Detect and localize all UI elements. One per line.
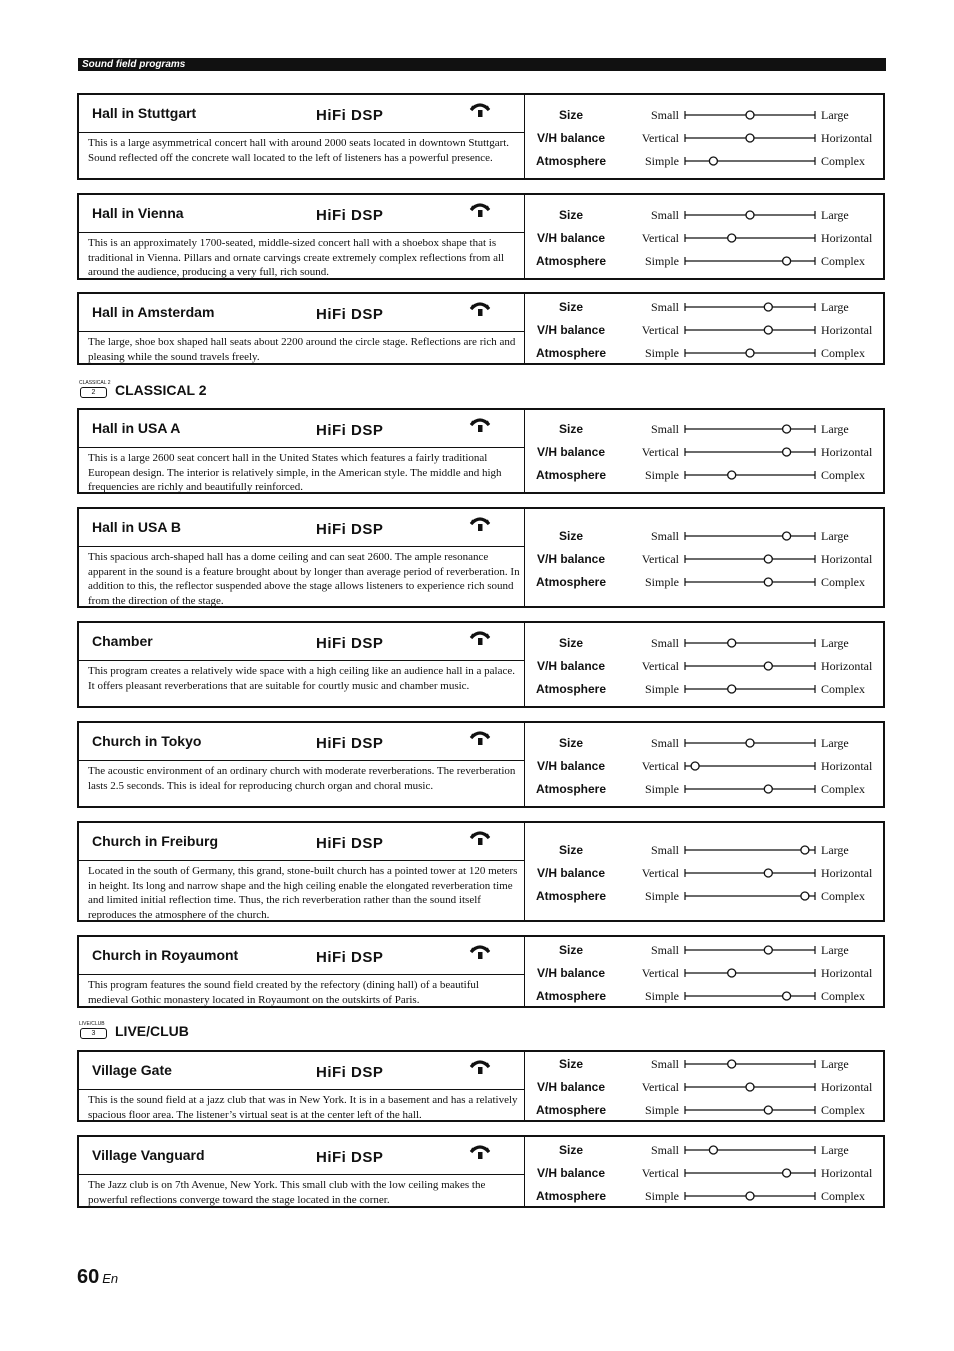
size-slider-graphic — [683, 298, 817, 316]
program-description: This is an approximately 1700-seated, middle-sized concert hall with a shoebox shape that is traditional in Vienna. Pillars and ornate carvings create extremely complex reflections from all around the audience, producing a very full, rich sound. — [88, 237, 505, 279]
param-size — [525, 1055, 885, 1073]
param-atmosphere — [525, 152, 885, 170]
program-info — [79, 1052, 525, 1120]
slider-marker — [709, 157, 717, 165]
slider-marker — [764, 578, 772, 586]
param-name: Atmosphere — [535, 782, 606, 796]
size-slider-graphic — [683, 941, 817, 959]
param-low-label: Small — [650, 636, 679, 650]
param-high-label: Complex — [821, 989, 865, 1003]
param-name: V/H balance — [536, 966, 606, 980]
slider-marker — [728, 1060, 736, 1068]
program-title-row — [79, 95, 524, 133]
slider-marker — [783, 532, 791, 540]
atmosphere-slider-graphic — [683, 1187, 817, 1205]
param-name: V/H balance — [536, 323, 606, 337]
program-description: This is the sound field at a jazz club that was in New York. It is in a basement and has a relatively spacious floor area. The listener’s virtual seat is at the center left of the hall. — [88, 1094, 518, 1121]
param-low-label: Simple — [644, 468, 679, 482]
param-vh — [525, 229, 885, 247]
param-name: Atmosphere — [535, 468, 606, 482]
param-low-label: Simple — [644, 154, 679, 168]
program-parameters — [525, 509, 883, 606]
param-name: Atmosphere — [535, 682, 606, 696]
program-title-row — [79, 723, 524, 761]
param-name: V/H balance — [536, 659, 606, 673]
param-low-label: Vertical — [641, 866, 679, 880]
slider-marker — [691, 762, 699, 770]
vh-slider-graphic — [683, 657, 817, 675]
param-atmosphere — [525, 252, 885, 270]
speaker-dsp-icon — [469, 415, 491, 437]
program-title-row — [79, 1052, 524, 1090]
category-icon-number: 2 — [80, 387, 107, 398]
program-panel — [77, 1135, 885, 1208]
vh-slider-graphic — [683, 550, 817, 568]
param-high-label: Large — [821, 529, 849, 543]
param-high-label: Complex — [821, 254, 865, 268]
program-title: Hall in Vienna — [92, 205, 184, 221]
program-parameters — [525, 95, 883, 178]
param-atmosphere — [525, 887, 885, 905]
param-high-label: Complex — [821, 682, 865, 696]
category-icon-caption: LIVE/CLUB — [79, 1021, 105, 1027]
program-title: Chamber — [92, 633, 153, 649]
param-vh — [525, 443, 885, 461]
size-slider-graphic — [683, 1141, 817, 1159]
param-low-label: Small — [650, 736, 679, 750]
hifi-dsp-badge: HiFi DSP — [316, 835, 384, 852]
param-low-label: Simple — [644, 782, 679, 796]
program-title-row — [79, 410, 524, 448]
param-low-label: Small — [650, 208, 679, 222]
slider-marker — [746, 1192, 754, 1200]
param-high-label: Complex — [821, 154, 865, 168]
size-slider-graphic — [683, 106, 817, 124]
param-name: Size — [558, 1057, 583, 1071]
page-number: 60 — [77, 1266, 100, 1288]
param-vh — [525, 1164, 885, 1182]
param-low-label: Simple — [644, 682, 679, 696]
param-high-label: Complex — [821, 575, 865, 589]
vh-slider-graphic — [683, 443, 817, 461]
program-info — [79, 937, 525, 1006]
slider-marker — [746, 211, 754, 219]
hifi-dsp-badge: HiFi DSP — [316, 422, 384, 439]
param-high-label: Complex — [821, 782, 865, 796]
slider-marker — [728, 234, 736, 242]
slider-marker — [764, 946, 772, 954]
program-parameters — [525, 1137, 883, 1206]
param-high-label: Large — [821, 843, 849, 857]
section-header-bar — [78, 58, 886, 71]
param-high-label: Large — [821, 943, 849, 957]
program-description: The acoustic environment of an ordinary church with moderate reverberations. The reverberation lasts 2.5 seconds. This is ideal for reproducing church organ and choral music. — [88, 765, 516, 792]
slider-marker — [764, 555, 772, 563]
atmosphere-slider-graphic — [683, 780, 817, 798]
param-low-label: Simple — [644, 346, 679, 360]
slider-marker — [728, 471, 736, 479]
speaker-dsp-icon — [469, 514, 491, 536]
param-vh — [525, 550, 885, 568]
slider-marker — [709, 1146, 717, 1154]
param-low-label: Simple — [644, 1103, 679, 1117]
param-atmosphere — [525, 780, 885, 798]
program-description: This is a large asymmetrical concert hall with around 2000 seats located in downtown Stuttgart. Sound reflected off the concrete wall located to the left of listeners has a powerful presence. — [88, 137, 510, 164]
size-slider-graphic — [683, 1055, 817, 1073]
program-panel — [77, 408, 885, 494]
param-name: Size — [558, 1143, 583, 1157]
param-size — [525, 1141, 885, 1159]
vh-slider-graphic — [683, 1164, 817, 1182]
vh-slider-graphic — [683, 1078, 817, 1096]
slider-marker — [746, 134, 754, 142]
param-high-label: Large — [821, 736, 849, 750]
hifi-dsp-badge: HiFi DSP — [316, 306, 384, 323]
param-size — [525, 941, 885, 959]
param-low-label: Vertical — [641, 1166, 679, 1180]
param-name: Atmosphere — [535, 1103, 606, 1117]
speaker-dsp-icon — [469, 828, 491, 850]
program-info — [79, 95, 525, 178]
vh-slider-graphic — [683, 321, 817, 339]
hifi-dsp-badge: HiFi DSP — [316, 207, 384, 224]
slider-marker — [728, 685, 736, 693]
program-title-row — [79, 294, 524, 332]
param-high-label: Horizontal — [821, 866, 873, 880]
param-atmosphere — [525, 1187, 885, 1205]
vh-slider-graphic — [683, 964, 817, 982]
atmosphere-slider-graphic — [683, 1101, 817, 1119]
param-high-label: Complex — [821, 1103, 865, 1117]
param-atmosphere — [525, 466, 885, 484]
slider-marker — [764, 785, 772, 793]
program-title: Church in Tokyo — [92, 733, 202, 749]
param-high-label: Large — [821, 422, 849, 436]
program-title: Church in Freiburg — [92, 833, 218, 849]
category-icon-number: 3 — [80, 1028, 107, 1039]
section-title: Sound field programs — [82, 59, 186, 70]
param-low-label: Vertical — [641, 323, 679, 337]
slider-marker — [746, 739, 754, 747]
param-name: Atmosphere — [535, 1189, 606, 1203]
slider-marker — [783, 448, 791, 456]
param-high-label: Complex — [821, 468, 865, 482]
program-title-row — [79, 195, 524, 233]
param-high-label: Horizontal — [821, 131, 873, 145]
program-panel — [77, 193, 885, 280]
param-high-label: Horizontal — [821, 759, 873, 773]
program-panel — [77, 507, 885, 608]
program-info — [79, 410, 525, 492]
param-atmosphere — [525, 1101, 885, 1119]
param-name: Size — [558, 422, 583, 436]
program-panel — [77, 721, 885, 808]
program-panel — [77, 292, 885, 365]
program-description: Located in the south of Germany, this grand, stone-built church has a pointed tower at 120 meters in height. Its long and narrow shape and the high ceiling enable the elongated reverberation time and limited initial reflection time. Thus, the rich reverberation rather than the sound itself reproduces the atmosphere of the church. — [88, 865, 518, 921]
param-high-label: Large — [821, 1143, 849, 1157]
param-low-label: Simple — [644, 254, 679, 268]
speaker-dsp-icon — [469, 1142, 491, 1164]
atmosphere-slider-graphic — [683, 573, 817, 591]
program-description: The Jazz club is on 7th Avenue, New York. This small club with the low ceiling makes the powerful reflections converge toward the stage located in the corner. — [88, 1179, 486, 1206]
program-title: Hall in USA B — [92, 519, 181, 535]
param-low-label: Small — [650, 422, 679, 436]
slider-marker — [783, 992, 791, 1000]
param-name: V/H balance — [536, 231, 606, 245]
param-name: V/H balance — [536, 1080, 606, 1094]
atmosphere-slider-graphic — [683, 887, 817, 905]
param-name: V/H balance — [536, 445, 606, 459]
program-parameters — [525, 723, 883, 806]
param-high-label: Horizontal — [821, 231, 873, 245]
program-panel — [77, 93, 885, 180]
param-atmosphere — [525, 344, 885, 362]
hifi-dsp-badge: HiFi DSP — [316, 949, 384, 966]
param-size — [525, 420, 885, 438]
size-slider-graphic — [683, 206, 817, 224]
program-info — [79, 1137, 525, 1206]
program-parameters — [525, 294, 883, 363]
param-size — [525, 634, 885, 652]
param-high-label: Horizontal — [821, 323, 873, 337]
vh-slider-graphic — [683, 229, 817, 247]
param-vh — [525, 864, 885, 882]
param-low-label: Vertical — [641, 131, 679, 145]
program-title: Hall in Stuttgart — [92, 105, 197, 121]
program-info — [79, 623, 525, 706]
param-low-label: Simple — [644, 989, 679, 1003]
slider-marker — [783, 257, 791, 265]
slider-marker — [801, 846, 809, 854]
param-name: Atmosphere — [535, 254, 606, 268]
param-atmosphere — [525, 987, 885, 1005]
param-low-label: Vertical — [641, 759, 679, 773]
param-vh — [525, 964, 885, 982]
category-icon — [79, 380, 111, 399]
vh-slider-graphic — [683, 129, 817, 147]
slider-marker — [728, 969, 736, 977]
param-name: Atmosphere — [535, 154, 606, 168]
program-title: Hall in Amsterdam — [92, 304, 215, 320]
param-name: Size — [558, 108, 583, 122]
param-name: V/H balance — [536, 131, 606, 145]
param-name: V/H balance — [536, 866, 606, 880]
speaker-dsp-icon — [469, 200, 491, 222]
speaker-dsp-icon — [469, 1057, 491, 1079]
param-name: Size — [558, 943, 583, 957]
size-slider-graphic — [683, 527, 817, 545]
param-vh — [525, 1078, 885, 1096]
param-size — [525, 298, 885, 316]
program-title-row — [79, 623, 524, 661]
param-low-label: Vertical — [641, 552, 679, 566]
hifi-dsp-badge: HiFi DSP — [316, 521, 384, 538]
param-name: Size — [558, 636, 583, 650]
param-low-label: Small — [650, 943, 679, 957]
param-high-label: Complex — [821, 889, 865, 903]
category-label: CLASSICAL 2 — [115, 382, 207, 398]
program-info — [79, 195, 525, 278]
param-high-label: Horizontal — [821, 966, 873, 980]
param-name: Atmosphere — [535, 989, 606, 1003]
param-high-label: Large — [821, 636, 849, 650]
size-slider-graphic — [683, 734, 817, 752]
program-panel — [77, 821, 885, 922]
slider-marker — [764, 662, 772, 670]
slider-marker — [746, 1083, 754, 1091]
program-title-row — [79, 509, 524, 547]
param-size — [525, 527, 885, 545]
param-low-label: Small — [650, 1057, 679, 1071]
program-info — [79, 294, 525, 363]
program-title-row — [79, 937, 524, 975]
program-parameters — [525, 1052, 883, 1120]
param-low-label: Small — [650, 300, 679, 314]
param-name: V/H balance — [536, 552, 606, 566]
param-low-label: Vertical — [641, 659, 679, 673]
program-description: The large, shoe box shaped hall seats about 2200 around the circle stage. Reflections are rich and pleasing while the sound travels freely. — [88, 336, 516, 363]
param-name: Size — [558, 736, 583, 750]
param-name: Size — [558, 843, 583, 857]
vh-slider-graphic — [683, 864, 817, 882]
program-title-row — [79, 1137, 524, 1175]
category-icon — [79, 1022, 107, 1040]
param-low-label: Small — [650, 1143, 679, 1157]
param-high-label: Large — [821, 108, 849, 122]
size-slider-graphic — [683, 634, 817, 652]
param-vh — [525, 757, 885, 775]
program-title: Village Gate — [92, 1062, 172, 1078]
param-name: Atmosphere — [535, 575, 606, 589]
param-low-label: Simple — [644, 575, 679, 589]
param-atmosphere — [525, 680, 885, 698]
param-size — [525, 734, 885, 752]
program-title-row — [79, 823, 524, 861]
program-description: This program creates a relatively wide space with a high ceiling like an audience hall in a palace. It offers pleasant reverberations that are suitable for courtly music and chamber music. — [88, 665, 515, 692]
slider-marker — [801, 892, 809, 900]
param-low-label: Simple — [644, 1189, 679, 1203]
slider-marker — [728, 639, 736, 647]
param-name: Size — [558, 529, 583, 543]
slider-marker — [764, 303, 772, 311]
category-icon-caption: CLASSICAL 2 — [79, 380, 111, 386]
param-high-label: Complex — [821, 346, 865, 360]
param-high-label: Large — [821, 1057, 849, 1071]
hifi-dsp-badge: HiFi DSP — [316, 107, 384, 124]
atmosphere-slider-graphic — [683, 680, 817, 698]
param-low-label: Vertical — [641, 1080, 679, 1094]
atmosphere-slider-graphic — [683, 252, 817, 270]
param-name: V/H balance — [536, 759, 606, 773]
slider-marker — [783, 425, 791, 433]
speaker-dsp-icon — [469, 100, 491, 122]
param-low-label: Small — [650, 843, 679, 857]
param-high-label: Horizontal — [821, 659, 873, 673]
speaker-dsp-icon — [469, 299, 491, 321]
vh-slider-graphic — [683, 757, 817, 775]
param-high-label: Large — [821, 300, 849, 314]
speaker-dsp-icon — [469, 942, 491, 964]
program-info — [79, 509, 525, 606]
hifi-dsp-badge: HiFi DSP — [316, 735, 384, 752]
program-description: This program features the sound field created by the refectory (dining hall) of a beautiful medieval Gothic monastery located in Royaumont on the outskirts of Paris. — [88, 979, 479, 1006]
slider-marker — [746, 349, 754, 357]
param-high-label: Horizontal — [821, 445, 873, 459]
param-high-label: Horizontal — [821, 1080, 873, 1094]
slider-marker — [783, 1169, 791, 1177]
hifi-dsp-badge: HiFi DSP — [316, 635, 384, 652]
param-name: V/H balance — [536, 1166, 606, 1180]
param-name: Size — [558, 208, 583, 222]
param-high-label: Large — [821, 208, 849, 222]
program-parameters — [525, 937, 883, 1006]
slider-marker — [764, 326, 772, 334]
atmosphere-slider-graphic — [683, 344, 817, 362]
param-name: Atmosphere — [535, 889, 606, 903]
param-size — [525, 106, 885, 124]
size-slider-graphic — [683, 420, 817, 438]
param-high-label: Complex — [821, 1189, 865, 1203]
program-panel — [77, 1050, 885, 1122]
param-name: Atmosphere — [535, 346, 606, 360]
atmosphere-slider-graphic — [683, 466, 817, 484]
atmosphere-slider-graphic — [683, 987, 817, 1005]
param-vh — [525, 321, 885, 339]
param-low-label: Small — [650, 529, 679, 543]
program-description: This is a large 2600 seat concert hall in the United States which features a fairly traditional European design. The interior is relatively simple, in the American style. The middle and high frequencies are richly and beautifully reinforced. — [88, 452, 502, 494]
program-panel — [77, 935, 885, 1008]
slider-marker — [746, 111, 754, 119]
page-footer — [77, 1266, 118, 1289]
slider-marker — [764, 1106, 772, 1114]
slider-marker — [764, 869, 772, 877]
program-title: Hall in USA A — [92, 420, 181, 436]
program-info — [79, 723, 525, 806]
param-low-label: Vertical — [641, 966, 679, 980]
program-title: Village Vanguard — [92, 1147, 205, 1163]
program-parameters — [525, 623, 883, 706]
program-description: This spacious arch-shaped hall has a dome ceiling and can seat 2600. The ample resonance apparent in the sound is a feature brought about by longer than average period of reverberation. In addition to this, the reflector suspended above the stage allows listeners to experience rich sound from the direction of the stage. — [88, 551, 520, 607]
param-size — [525, 841, 885, 859]
param-size — [525, 206, 885, 224]
param-high-label: Horizontal — [821, 552, 873, 566]
atmosphere-slider-graphic — [683, 152, 817, 170]
hifi-dsp-badge: HiFi DSP — [316, 1149, 384, 1166]
program-title: Church in Royaumont — [92, 947, 239, 963]
param-low-label: Vertical — [641, 445, 679, 459]
program-parameters — [525, 823, 883, 920]
param-high-label: Horizontal — [821, 1166, 873, 1180]
param-low-label: Small — [650, 108, 679, 122]
hifi-dsp-badge: HiFi DSP — [316, 1064, 384, 1081]
param-low-label: Simple — [644, 889, 679, 903]
speaker-dsp-icon — [469, 728, 491, 750]
param-atmosphere — [525, 573, 885, 591]
param-vh — [525, 657, 885, 675]
page-language: En — [102, 1271, 119, 1286]
category-label: LIVE/CLUB — [115, 1023, 189, 1039]
program-parameters — [525, 195, 883, 278]
program-info — [79, 823, 525, 920]
size-slider-graphic — [683, 841, 817, 859]
param-name: Size — [558, 300, 583, 314]
program-panel — [77, 621, 885, 708]
param-low-label: Vertical — [641, 231, 679, 245]
speaker-dsp-icon — [469, 628, 491, 650]
param-vh — [525, 129, 885, 147]
program-parameters — [525, 410, 883, 492]
